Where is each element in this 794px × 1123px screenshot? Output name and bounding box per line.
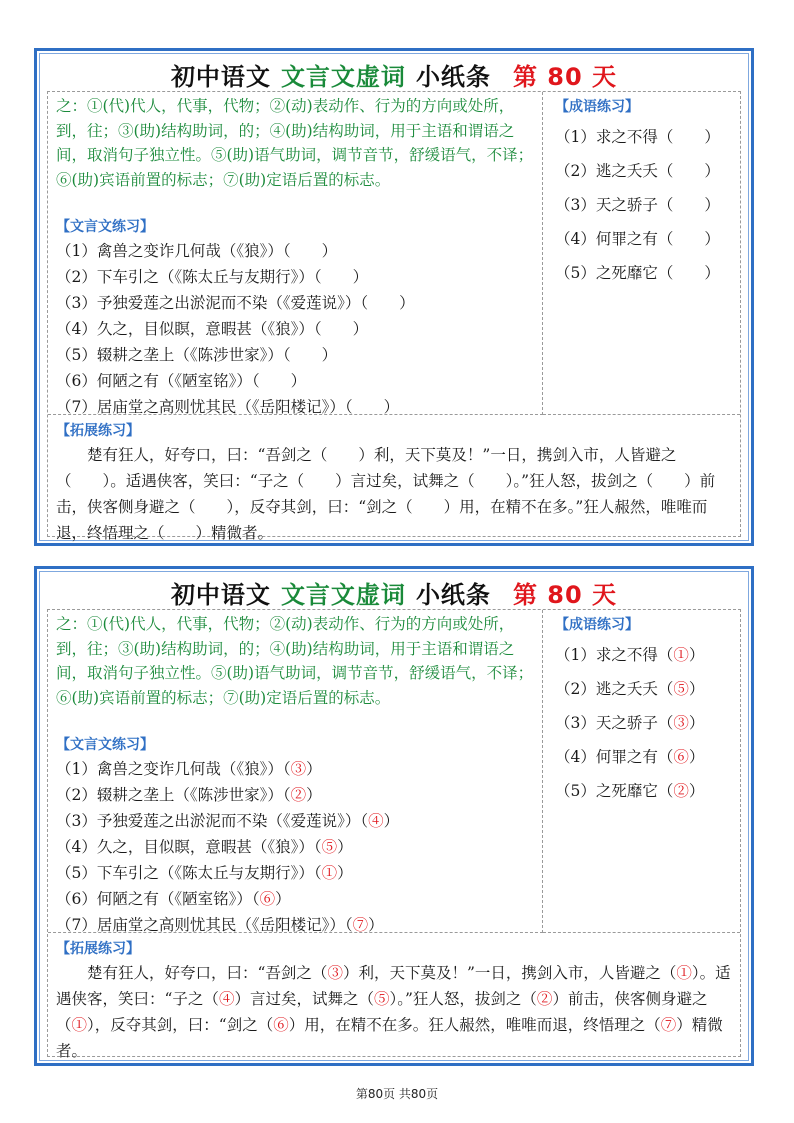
answer-item-text: （5）下车引之（《陈太丘与友期行》）（ [56,864,322,882]
answer-item-text: （4）何罪之有（ [555,748,674,766]
exercise-item: （6）何陋之有（《陋室铭》）（ ） [56,372,307,390]
answer-item [56,782,399,808]
answer-item [555,706,704,740]
answer-item [555,740,704,774]
title-type: 小纸条 [415,581,491,609]
answer-item [555,672,704,706]
answer-mark: ⑤ [373,990,390,1008]
passage-text: ）前击，侠客侧身避之（ [56,990,708,1034]
card-body [47,91,741,542]
passage-text: ）用，在精不在多。狂人赧然，唯唯而退，终悟理之（ [288,1016,661,1034]
right-column [543,610,740,933]
answer-item-text: （7）居庙堂之高则忧其民（《岳阳楼记》）（ [56,916,353,934]
worksheet-card [34,48,754,546]
answer-mark: ⑦ [352,916,369,934]
idiom-exercise-list [555,120,720,290]
answer-item [555,774,704,808]
exercise-item: （4）久之，目似瞑，意暇甚（《狼》）（ ） [56,320,369,338]
answer-item-close: ） [688,748,705,766]
answer-item-text: （4）久之，目似瞑，意暇甚（《狼》）（ [56,838,322,856]
passage-text: ）利，天下莫及！”一日，携剑入市，人皆避之（ [342,964,677,982]
answer-card [34,566,754,1066]
answer-mark: ⑥ [673,748,689,766]
answer-item [56,808,399,834]
answer-item-text: （3）予独爱莲之出淤泥而不染（《爱莲说》）（ [56,812,369,830]
classical-answer-list [56,756,399,938]
passage-text: ）言过矣，试舞之（ [234,990,374,1008]
answer-mark: ③ [290,760,307,778]
answer-item-close: ） [688,680,705,698]
passage-text: ）精微者。 [56,1016,723,1060]
exercise-item: （2）下车引之（《陈太丘与友期行》）（ ） [56,268,369,286]
exercise-item: （3）天之骄子（ ） [555,196,720,214]
answer-mark: ④ [368,812,384,830]
answer-item-text: （1）求之不得（ [555,646,674,664]
answer-item-text: （5）之死靡它（ [555,782,674,800]
passage-text: 楚有狂人，好夸口，曰：“吾剑之（ [87,964,328,982]
answer-mark: ③ [327,964,343,982]
section-heading-idioms: 【成语练习】 [555,617,639,633]
exercise-item: （3）予独爱莲之出淤泥而不染（《爱莲说》）（ ） [56,294,415,312]
right-column [543,92,740,415]
section-heading-extension: 【拓展练习】 [56,941,140,957]
exercise-item: （4）何罪之有（ ） [555,230,720,248]
answer-item-close: ） [383,812,400,830]
answer-item [56,860,399,886]
answer-mark: ④ [218,990,235,1008]
answer-mark: ③ [673,714,689,732]
title-type: 小纸条 [415,63,491,91]
answer-item [56,912,399,938]
extension-answer-passage [56,960,736,1064]
definition-text: 之：①(代)代人，代事，代物；②(动)表动作、行为的方向或处所，到，往；③(助)结构助词，的；④(助)结构助词，用于主语和谓语之间，取消句子独立性。⑤(助)语气助词，调节音节，舒缓语气，不译；⑥(助)宾语前置的标志；⑦(助)定语后置的标志。 [56,97,534,189]
section-heading-classical: 【文言文练习】 [56,219,154,235]
answer-item-close: ） [306,786,322,804]
answer-item-close: ） [306,760,322,778]
answer-item-close: ） [337,838,353,856]
title-day: 第 80 天 [512,63,618,91]
section-heading-idioms: 【成语练习】 [555,99,639,115]
answer-item [56,886,399,912]
answer-mark: ① [676,964,692,982]
title-topic: 文言文虚词 [280,581,406,609]
left-column [48,610,543,933]
answer-mark: ① [71,1016,88,1034]
idiom-answer-list [555,638,704,808]
title-subject: 初中语文 [170,581,271,609]
section-heading-classical: 【文言文练习】 [56,737,154,753]
exercise-item: （5）之死靡它（ ） [555,264,720,282]
exercise-item: （1）禽兽之变诈几何哉（《狼》）（ ） [56,242,338,260]
title-subject: 初中语文 [170,63,271,91]
answer-item-close: ） [368,916,384,934]
extension-passage: 楚有狂人，好夸口，曰：“吾剑之（ ）利，天下莫及！”一日，携剑入市，人皆避之（ ）。适遇侠客，笑曰：“子之（ ）言过矣，试舞之（ ）。”狂人怒，拔剑之（ ）前击，侠客侧身避之（ ），反夺其剑，曰：“剑之（ ）用，在精不在多。”狂人赧然，唯唯而退，终悟理之（ ）精微者。 [56,446,716,542]
card-title [37,575,751,607]
page-footer: 第80页 共80页 [355,1087,439,1101]
answer-mark: ② [536,990,553,1008]
answer-mark: ⑥ [273,1016,289,1034]
answer-item [555,638,704,672]
card-title [37,57,751,89]
passage-text: ）。适遇侠客，笑曰：“子之（ [56,964,731,1008]
exercise-item: （1）求之不得（ ） [555,128,720,146]
answer-item-text: （1）禽兽之变诈几何哉（《狼》）（ [56,760,291,778]
answer-mark: ⑥ [259,890,276,908]
answer-item-close: ） [275,890,291,908]
card-body [47,609,741,1060]
answer-mark: ⑦ [660,1016,677,1034]
title-day: 第 80 天 [512,581,618,609]
classical-exercise-list [56,238,415,420]
answer-mark: ② [673,782,689,800]
passage-text: ）。”狂人怒，拔剑之（ [389,990,537,1008]
answer-item-text: （3）天之骄子（ [555,714,674,732]
answer-mark: ① [673,646,689,664]
left-column [48,92,543,415]
answer-mark: ⑤ [673,680,689,698]
exercise-item: （5）辍耕之垄上（《陈涉世家》）（ ） [56,346,338,364]
exercise-item: （2）逃之夭夭（ ） [555,162,720,180]
answer-item-close: ） [688,782,705,800]
passage-text: ），反夺其剑，曰：“剑之（ [87,1016,274,1034]
definition-text: 之：①(代)代人，代事，代物；②(动)表动作、行为的方向或处所，到，往；③(助)结构助词，的；④(助)结构助词，用于主语和谓语之间，取消句子独立性。⑤(助)语气助词，调节音节，舒缓语气，不译；⑥(助)宾语前置的标志；⑦(助)定语后置的标志。 [56,615,534,707]
answer-item-close: ） [337,864,353,882]
exercise-item: （7）居庙堂之高则忧其民（《岳阳楼记》）（ ） [56,398,400,416]
answer-item [56,756,399,782]
answer-item-close: ） [688,714,705,732]
answer-item-text: （2）逃之夭夭（ [555,680,674,698]
answer-mark: ① [321,864,338,882]
answer-item-close: ） [688,646,705,664]
answer-item-text: （2）辍耕之垄上（《陈涉世家》）（ [56,786,291,804]
section-heading-extension: 【拓展练习】 [56,423,140,439]
answer-item [56,834,399,860]
title-topic: 文言文虚词 [280,63,406,91]
answer-mark: ⑤ [321,838,338,856]
answer-mark: ② [290,786,307,804]
answer-item-text: （6）何陋之有（《陋室铭》）（ [56,890,260,908]
